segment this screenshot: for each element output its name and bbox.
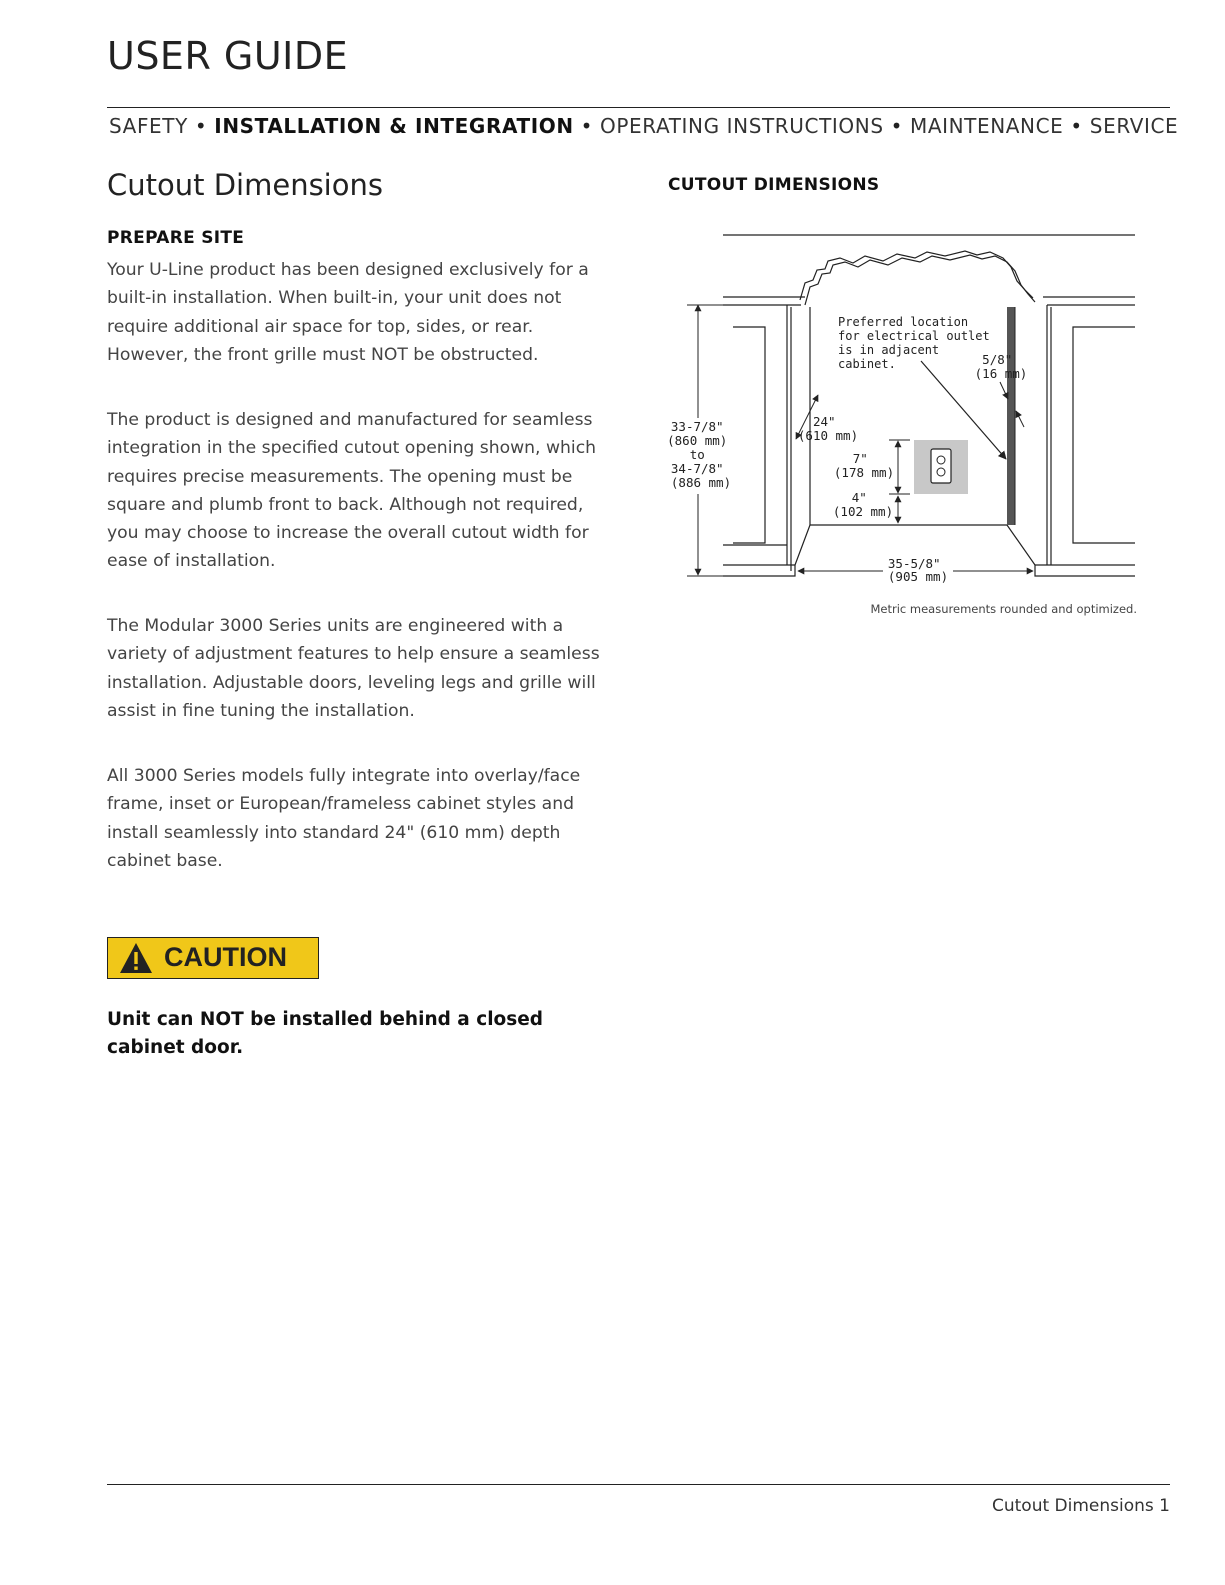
nav-separator: • xyxy=(194,114,208,138)
caution-label-box xyxy=(107,937,319,979)
body-paragraph: The Modular 3000 Series units are engineered with a variety of adjustment features to help ensure a seamless installation. Adjustable doors, leveling legs and grille will assist in fine tuning the installation. xyxy=(107,616,600,721)
footer-rule xyxy=(107,1484,1170,1485)
nav-item-operating-instructions: OPERATING INSTRUCTIONS xyxy=(600,114,884,138)
nav-separator: • xyxy=(1070,114,1083,138)
nav-separator: • xyxy=(890,114,903,138)
body-paragraph: Your U-Line product has been designed exclusively for a built-in installation. When built-in, your unit does not require additional air space for top, sides, or rear. However, the front grille must NOT be obstructed. xyxy=(107,260,589,365)
right-cabinet xyxy=(1035,297,1135,576)
left-cabinet xyxy=(723,297,805,576)
nav-item-service: SERVICE xyxy=(1089,114,1179,138)
back-wall-break xyxy=(800,251,1033,300)
metric-note: Metric measurements rounded and optimized. xyxy=(870,602,1137,616)
nav-item-safety: SAFETY xyxy=(109,114,188,138)
caution-warning-text: Unit can NOT be installed behind a closed cabinet door. xyxy=(107,1009,544,1058)
width-label: 35-5/8" (905 mm) xyxy=(887,556,949,584)
outlet-location-note: Preferred location for electrical outlet is in adjacent cabinet. xyxy=(838,315,990,371)
height-label: 33-7/8" (860 mm) to 34-7/8" (886 mm) xyxy=(667,419,732,490)
depth-label: 24" (610 mm) xyxy=(797,414,859,443)
nav-item-maintenance: MAINTENANCE xyxy=(909,114,1064,138)
warning-triangle-icon xyxy=(118,941,154,975)
gap-label: 5/8" (16 mm) xyxy=(974,352,1028,381)
outlet-offset-label: 4" (102 mm) xyxy=(832,490,894,519)
document-title: USER GUIDE xyxy=(107,34,349,78)
cutout-dimensions-diagram xyxy=(665,225,1145,595)
body-paragraph: All 3000 Series models fully integrate into overlay/face frame, inset or European/frameless cabinet styles and install seamlessly into standard 24" (610 mm) depth cabinet base. xyxy=(107,766,581,871)
electrical-outlet-icon xyxy=(931,449,951,483)
diagram-heading: CUTOUT DIMENSIONS xyxy=(668,175,880,195)
section-title: Cutout Dimensions xyxy=(107,168,383,202)
nav-item-installation-integration: INSTALLATION & INTEGRATION xyxy=(214,114,574,138)
nav-separator: • xyxy=(580,114,594,138)
prepare-site-heading: PREPARE SITE xyxy=(107,228,245,248)
body-paragraph: The product is designed and manufactured for seamless integration in the specified cutout opening shown, which requires precise measurements. The opening must be square and plumb front to back. Although not required, you may choose to increase the overall cutout width for ease of installation. xyxy=(107,410,597,572)
caution-label: CAUTION xyxy=(164,942,287,972)
page-footer: Cutout Dimensions 1 xyxy=(992,1496,1170,1516)
header-rule xyxy=(107,107,1170,108)
section-nav xyxy=(109,114,1178,138)
outlet-height-label: 7" (178 mm) xyxy=(833,451,895,480)
